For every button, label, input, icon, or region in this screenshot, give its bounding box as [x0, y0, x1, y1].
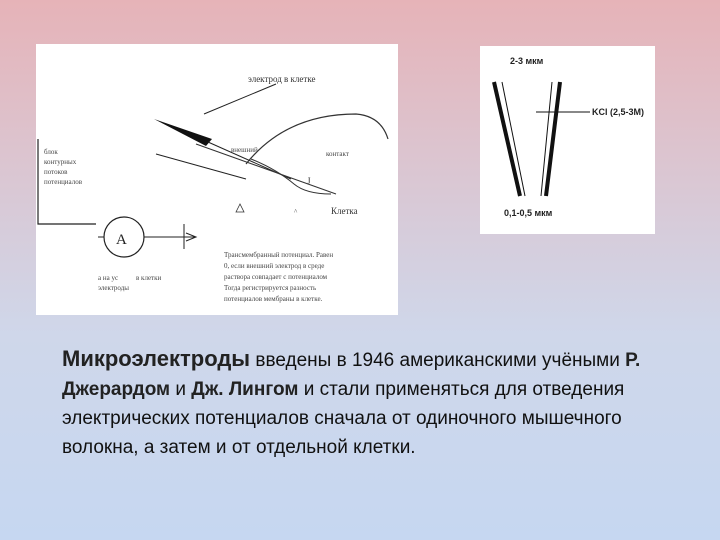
note-line-1: Трансмембранный потенциал. Равен	[224, 251, 334, 259]
external-electrode-label: внешний	[231, 146, 258, 154]
note-line-4: Тогда регистрируется разность	[224, 284, 317, 292]
tip-top-width-label: 2-3 мкм	[510, 56, 544, 66]
caption-heading: Микроэлектроды	[62, 346, 251, 371]
tip-bottom-width-label: 0,1-0,5 мкм	[504, 208, 553, 218]
left-block-line-2: контурных	[44, 158, 77, 166]
bottom-left-line-1: а на ус	[98, 274, 119, 282]
amplifier-label: А	[116, 232, 127, 248]
capillary-inner-walls	[502, 82, 552, 196]
cell-boundary-curve	[251, 159, 331, 194]
electrode-in-cell-label: электрод в клетке	[248, 74, 316, 84]
electrode-leader-line	[204, 84, 276, 114]
contact-label: контакт	[326, 150, 349, 158]
microelectrode-tip-diagram	[480, 46, 655, 234]
caption-name-ling: Дж. Лингом	[191, 379, 299, 400]
cell-membrane-arc	[246, 114, 388, 164]
left-block-line-4: потенциалов	[44, 178, 83, 186]
caption-name-gerard: Р. Джерардом	[62, 350, 641, 400]
junction-label: J	[307, 176, 311, 186]
kcl-label: KCl (2,5-3M)	[592, 107, 645, 117]
microelectrode-tip-svg	[480, 46, 655, 234]
cell-contact-line	[196, 144, 336, 194]
caption-text-2: и	[170, 379, 192, 400]
external-electrode	[156, 154, 246, 179]
intracellular-electrode-shape	[154, 119, 212, 146]
electrode-setup-svg	[36, 44, 398, 315]
left-block-line-3: потоков	[44, 168, 68, 176]
note-line-3: раствора совпадает с потенциалом	[224, 273, 328, 281]
cell-label: Клетка	[331, 206, 358, 216]
caret-marker: ^	[294, 208, 298, 216]
bottom-left-line-3: электроды	[98, 284, 129, 292]
bottom-left-line-2: в клетки	[136, 274, 162, 282]
left-block-line-1: блок	[44, 148, 58, 156]
caption-text-1: введены в 1946 американскими учёными	[250, 350, 626, 371]
triangle-marker	[236, 204, 244, 212]
electrode-setup-diagram	[36, 44, 398, 315]
caption-text-3: и стали применяться для отведения электрических потенциалов сначала от одиночного мышечного волокна, а затем и от отдельной клетки.	[62, 379, 625, 458]
note-line-5: потенциалов мембраны в клетке.	[224, 295, 323, 303]
caption-paragraph	[62, 344, 672, 462]
note-line-2: 0, если внешний электрод в среде	[224, 262, 325, 270]
